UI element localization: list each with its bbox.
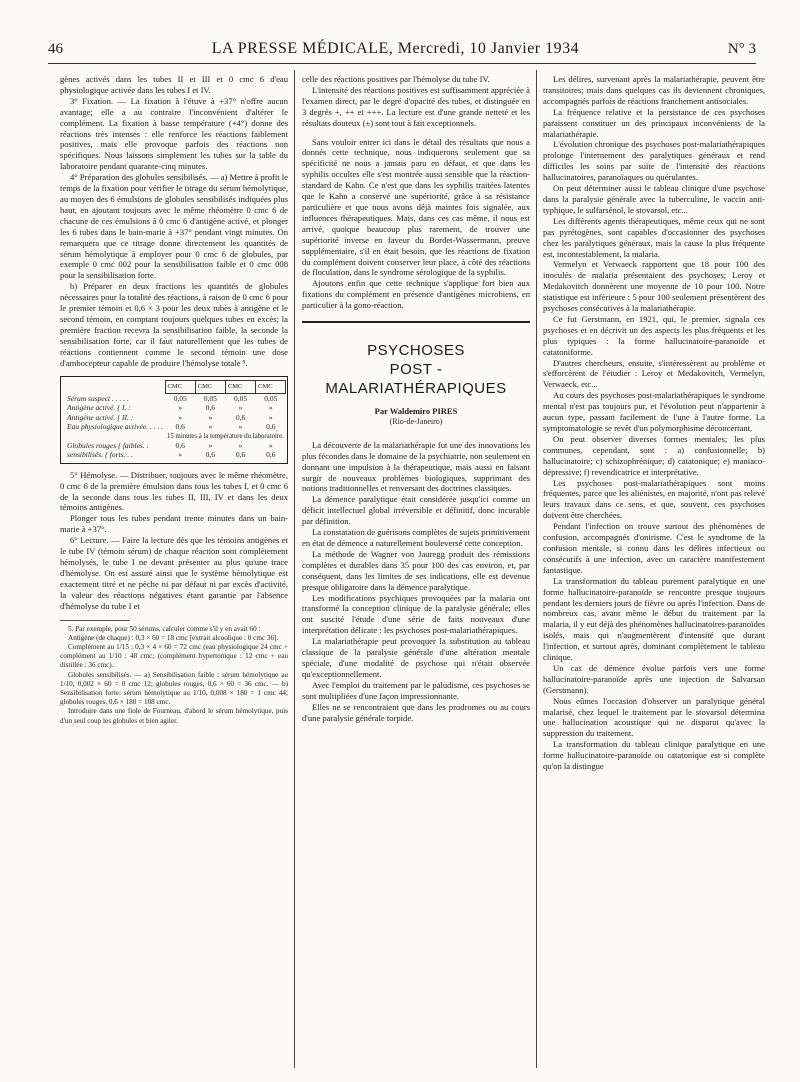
paragraph: D'autres chercheurs, ensuite, s'intéressèrent au problème et s'efforcèrent de l'étudier : Leroy et Medakovitch, Vermelyn, Verwaeck, etc... <box>543 357 765 390</box>
paragraph: Au cours des psychoses post-malariathérapiques le syndrome mental n'est pas toujours pur, et l'évolution peut n'appartenir à aucun type, passant facilement de l'une à l'autre forme. La symptomatologie se revêt d'un polymorphisme déconcertant. <box>543 390 765 433</box>
footnote: Antigène (de chaque) : 0,3 × 60 = 18 cmc [extrait alcoolique : 0 cmc 36]. <box>68 633 279 642</box>
paragraph: Sans vouloir entrer ici dans le détail des résultats que nous a donnés cette technique, nous indiquerons seulement que sa spécificité ne nous a jamais paru en défaut, et que dans les syphilis occultes elle s'est montrée aussi sensible que la réaction-standard de Kahn. Ce n'est que dans les syphilis traitées latentes que le Kahn a conservé une supériorité, grâce à sa résistance particulière et que nous avons déjà maintes fois signalée, aux influences thérapeutiques. Mais, dans ces cas même, il nous est arrivé, quoique beaucoup plus rarement, de trouver une supériorité inverse en faveur du Bordet-Wassermann, preuve supplémentaire, s'il en était besoin, que les réactions de fixation du complément doivent conserver leur place, à côté des réactions de floculation, dans le syndrome sérologique de la syphilis. <box>302 136 530 278</box>
paragraph: Elles ne se rencontraient que dans les prodromes ou au cours d'une paralysie générale torpide. <box>302 701 530 723</box>
table-header: CMC <box>165 381 195 393</box>
paragraph: b) Préparer en deux fractions les quantités de globules nécessaires pour la totalité des réactions, à raison de 0 cmc 6 pour le premier témoin et 0,6 × 3 pour les deux tubes à antigène et le second témoin, en comptant toujours quelques tubes en excès; la première fraction recevra la sensibilisation faible, la seconde la sensibilisation forte, car il faut naturellement que les tubes de réactions contiennent comme le second témoin une dose d'ambocepteur capable de produire l'hémolyse totale ⁵. <box>60 281 288 368</box>
article-title-line2: POST - MALARIATHÉRAPIQUES <box>325 361 507 398</box>
article-author: Par Waldemiro PIRES <box>374 406 458 417</box>
table-header: CMC <box>225 381 255 393</box>
paragraph: La malariathérapie peut provoquer la substitution au tableau classique de la paralysie générale d'une altération mentale spéciale, d'une modalité de psychose qui n'était observée qu'exceptionnellement. <box>302 636 530 679</box>
table-row: Eau physiologique activée. . . . . 0,6 » » 0,6 <box>67 422 276 432</box>
column-divider <box>536 70 537 1068</box>
paragraph: Ajoutons enfin que cette technique s'applique fort bien aux fixations du complément en présence d'antigènes microbiens, en particulier à la gono-réaction. <box>302 278 530 311</box>
section-rule <box>302 321 530 323</box>
column-divider <box>294 70 295 1068</box>
paragraph: Les psychoses post-malariathérapiques sont moins fréquentes, parce que les aliénistes, en majorité, n'ont pas relevé leurs travaux dans ce sens, et que, souvent, ces psychoses doivent être cherchées. <box>543 477 765 521</box>
table-row: Antigène activé. { I. : » 0,6 » » <box>67 403 273 413</box>
article-title <box>302 341 530 398</box>
article-city: (Rio-de-Janeiro) <box>389 416 443 426</box>
header-rule <box>48 63 756 64</box>
paragraph: Les différents agents thérapeutiques, même ceux qui ne sont pas pyrétogènes, sont capables d'occasionner des psychoses chez les paralytiques généraux, mais la cause la plus fréquente est, incontestablement, la malaria. <box>543 215 765 259</box>
paragraph: On peut observer diverses formes mentales; les plus communes, cependant, sont : a) confusionnelle; b) hallucinatoire; c) schizophrénique; d) catatonique; e) maniaco-dépressive; f) revendicatrice et interprétative. <box>543 433 765 477</box>
paragraph: gènes activés dans les tubes II et III et 0 cmc 6 d'eau physiologique activée dans les tubes I et IV. <box>60 74 288 95</box>
paragraph: On peut déterminer aussi le tableau clinique d'une psychose dans la paralysie générale avec la tuberculine, le vaccin anti-typhique, le sulfarsénol, le stovarsol, etc... <box>543 183 765 215</box>
reaction-table <box>60 376 288 463</box>
paragraph: Pendant l'infection on trouve surtout des phénomènes de confusion, accompagnés d'onirisme. C'est le syndrome de la confusion mentale, si connu dans les délires infectieux ou consécutifs à une infection, avec un caractère manifestement fantastique. <box>543 521 765 575</box>
footnote: 5. Par exemple, pour 50 sérums, calculer comme s'il y en avait 60 : <box>68 624 261 633</box>
table-row: Globules rouges { faibles. . 0,6 » » » <box>67 440 273 450</box>
paragraph: 3° Fixation. — La fixation à l'étuve à +37° n'offre aucun avantage; elle a au contraire l'inconvénient d'altérer le complément. La fixation à basse température (+4°) donne des réactions très intenses : elle renforce les réactions faiblement positives, mais elle provoque parfois des réactions non spécifiques. Nous laissons simplement les tubes sur la table du laboratoire pendant quarante-cinq minutes. <box>60 95 288 172</box>
footnote: Globules sensibilisés. — a) Sensibilisation faible : sérum hémolytique au 1/10, 0,002 × 60 = 0 cmc 12; globules rouges, 0,6 × 60 = 36 cmc. — b) Sensibilisation forte: sérum hémolytique au 1/10, 0,008 × 180 = 1 cmc 44; globules rouges, 0,6 × 180 = 108 cmc. <box>60 670 288 707</box>
table-header: CMC <box>195 381 225 393</box>
article-title-line1: PSYCHOSES <box>367 342 465 360</box>
page-number: 46 <box>48 41 63 57</box>
paragraph: Un cas de démence évolue parfois vers une forme hallucinatoire-paranoïde après une injection de Salvarsan (Gerstmann). <box>543 662 765 695</box>
paragraph: Les modifications psychiques provoquées par la malaria ont transformé la conception clinique de la paralysie générale; elles ont suscité l'étude d'une série de faits nouveaux d'une interprétation délicate : les psychoses post-malariathérapiques. <box>302 592 530 636</box>
journal-title: LA PRESSE MÉDICALE, Mercredi, 10 Janvier 1934 <box>211 40 580 57</box>
footnote-rule <box>60 620 130 621</box>
paragraph: Avec l'emploi du traitement par le paludisme, ces psychoses se sont multipliées d'une façon impressionnante. <box>302 679 530 701</box>
paragraph: L'intensité des réactions positives est suffisamment appréciée à l'examen direct, par le degré d'opacité des tubes, et distinguée en 3 degrés +, ++ et +++. La lecture est d'une grande netteté et les résultats douteux (±) sont tout à fait exceptionnels. <box>302 84 530 128</box>
table-row: Sérum suspect . . . . . 0,05 0,05 0,05 0,05 <box>67 393 278 403</box>
paragraph: celle des réactions positives par l'hémolyse du tube IV. <box>302 74 490 84</box>
paragraph: La méthode de Wagner von Jauregg produit des rémissions complètes et durables dans 35 pour 100 des cas environ, et, par conséquent, dans les limites de ses indications, elle est devenue presque obligatoire dans la démence paralytique. <box>302 548 530 592</box>
paragraph: La transformation du tableau purement paralytique en une forme hallucinatoire-paranoïde se rencontre presque toujours pendant les derniers jours de fièvre ou après l'infection. Dans de nombreux cas, avant même le début du traitement par la malaria, il y eut déjà des phénomènes hallucinatoires-paranoïdes isolés, mais qui n'augmentèrent d'intensité que durant l'infection, et surtout après, dominant complètement le tableau clinique. <box>543 575 765 663</box>
paragraph: La constatation de guérisons complètes de sujets primitivement en état de démence a naturellement bouleversé cette conception. <box>302 527 530 548</box>
paragraph: 6° Lecture. — Faire la lecture dès que les témoins antigènes et le tube IV (témoin sérum) de chaque réaction sont complètement hémolysés, le tube I ne devant présenter au plus qu'une trace d'hémolyse. On est assuré ainsi que le système hémolytique est exactement titré et ne pèche ni par défaut ni par excès d'activité, la valeur des réactions négatives étant garantie par l'absence d'hémolyse du tube I et <box>60 535 288 611</box>
table-note: 15 minutes à la température du laboratoire. <box>167 432 284 440</box>
paragraph: La découverte de la malariathérapie fut une des innovations les plus fécondes dans le domaine de la psychiatrie, non seulement en donnant une impulsion à la thérapeutique, mais aussi en faisant surgir de nouveaux problèmes biologiques, supprimant des notions traditionnelles et renversant des doctrines classiques. <box>302 439 530 494</box>
paragraph: 5° Hémolyse. — Distribuer, toujours avec le même rhéomètre, 0 cmc 6 de la première émulsion dans tous les tubes I, et 0 cmc 6 de la seconde dans tous les tubes II, III, IV et dans les deux témoins antigènes. <box>60 469 288 513</box>
paragraph: La démence paralytique était considérée jusqu'ici comme un déficit intellectuel global irréversible et définitif, donc incurable par définition. <box>302 494 530 527</box>
footnote: Complément au 1/15 : 0,3 × 4 × 60 = 72 cmc (eau physiologique 24 cmc + complément au 1/10 : 48 cmc; (complément hypertonique : 12 cmc + eau distillée : 36 cmc). <box>60 642 288 670</box>
table-row: sensibilisés. { forts. . . » 0,6 0,6 0,6 <box>67 450 276 460</box>
paragraph: Ce fut Gerstmann, en 1921, qui, le premier, signala ces psychoses et en décrivit un des aspects les plus fréquents et les plus typiques : la forme hallucinatoire-paranoïde et catatoniforme. <box>543 313 765 357</box>
table-header: CMC <box>256 381 286 393</box>
paragraph: Vermelyn et Verwaeck rapportent que 18 pour 100 des inoculés de malaria présentaient des psychoses; Leroy et Medakovitch donnèrent une moyenne de 10 pour 100. Notre statistique est inférieure : 5 pour 100 seulement présentèrent des psychoses consécutives à la malariathérapie. <box>543 259 765 314</box>
paragraph: 4° Préparation des globules sensibilisés. — a) Mettre à profit le temps de la fixation pour vérifier le titrage du sérum hémolytique, au moyen des 6 émulsions de globules sensibilisés indiquées plus haut, en ajoutant toujours avec le même rhéomètre 0 cmc 6 de chacune de ces émulsions à 0 cmc 6 d'antigène activé, et plonger les 6 tubes dans le bain-marie à +37° pendant vingt minutes. On remarquera que ce titrage donne directement les quantités de sérum hémolytique à employer pour 0 cmc 6 de globules, par exemple 0 cmc 002 pour la sensibilisation faible et 0 cmc 008 pour la sensibilisation forte. <box>60 172 288 281</box>
paragraph: Les délires, survenant après la malariathérapie, peuvent être transitoires; mais dans quelques cas ils deviennent chroniques, accompagnés parfois de réactions franchement antisociales. <box>543 74 765 106</box>
table-row: Antigène activé. { II. : » » 0,6 » <box>67 412 273 422</box>
page-header <box>48 40 756 60</box>
paragraph: Nous eûmes l'occasion d'observer un paralytique général malarisé, chez lequel le traitement par le stovarsol détermina une hallucination acoustique qui ne disparut qu'avec la suppression du traitement. <box>543 695 765 739</box>
paragraph: Plonger tous les tubes pendant trente minutes dans un bain-marie à +37°. <box>60 513 288 535</box>
issue-number: N° 3 <box>727 41 756 57</box>
column-1 <box>60 74 288 726</box>
column-2 <box>302 74 530 723</box>
paragraph: L'évolution chronique des psychoses post-malariathérapiques prolonge l'internement des paralytiques généraux et rend difficiles les soins par suite de l'intensité des réactions hallucinatoires, paranoïaques ou quérulantes. <box>543 139 765 183</box>
paragraph: La transformation du tableau clinique paralytique en une forme hallucinatoire-paranoïde ou catatonique est si complète qu'on la distingue <box>543 739 765 772</box>
column-3 <box>543 74 765 772</box>
footnotes <box>60 625 288 726</box>
footnote: Introduire dans une fiole de Fourneau, d'abord le sérum hémolytique, puis d'un seul coup les globules et bien agiter. <box>60 707 288 725</box>
paragraph: La fréquence relative et la persistance de ces psychoses paraissent constituer un des principaux inconvénients de la malariathérapie. <box>543 106 765 139</box>
